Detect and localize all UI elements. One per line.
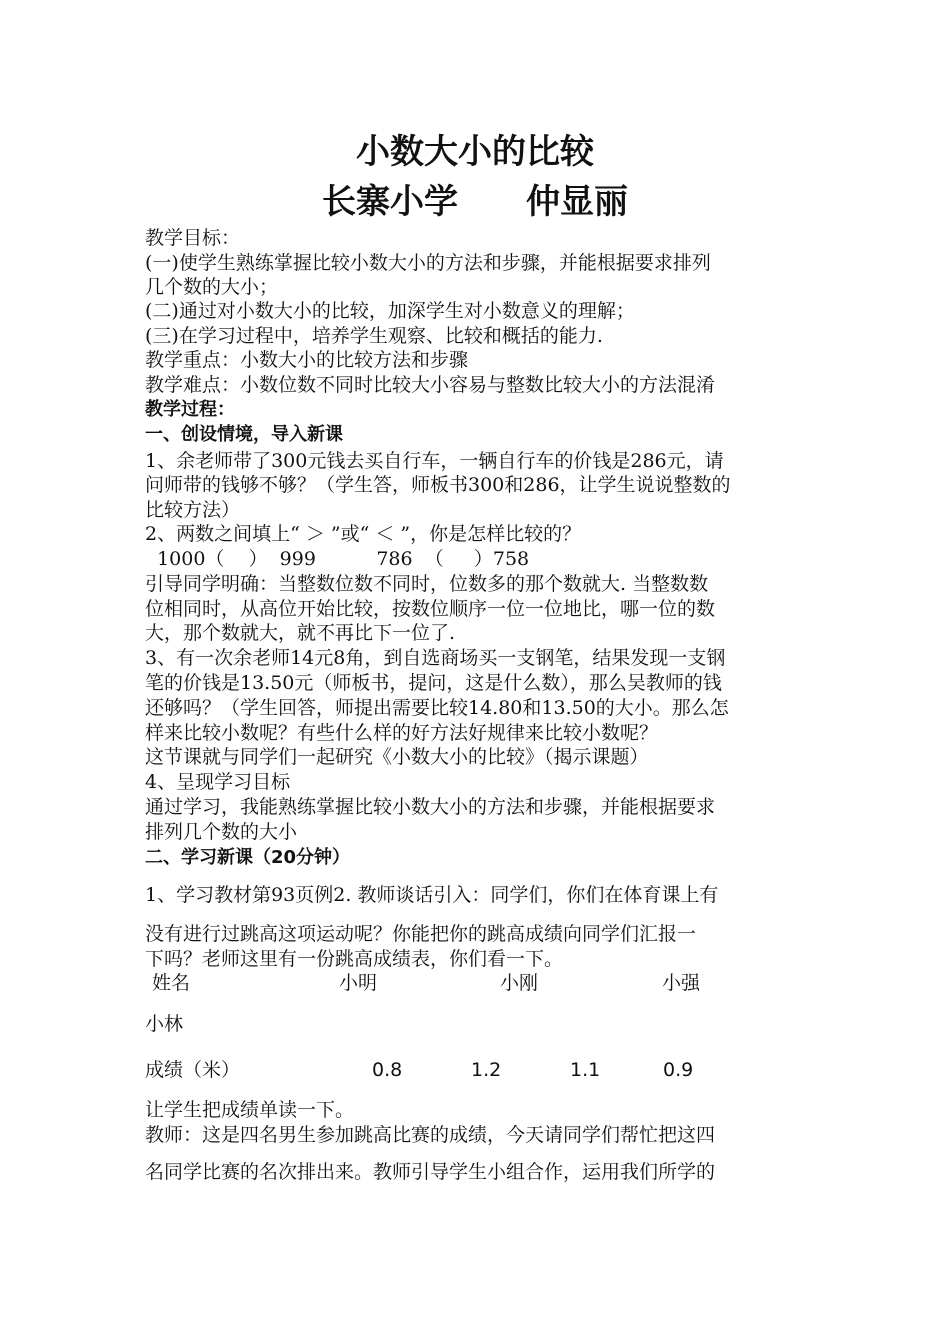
table-name-cell: 小强 — [662, 972, 701, 994]
text-line: 几个数的大小； — [145, 276, 279, 298]
text-line: (三)在学习过程中，培养学生观察、比较和概括的能力. — [145, 325, 603, 347]
text-line: 教师：这是四名男生参加跳高比赛的成绩，今天请同学们帮忙把这四 — [145, 1124, 716, 1146]
section-heading: 一、创设情境，导入新课 — [145, 424, 343, 445]
text-line: 3、有一次余老师14元8角，到自选商场买一支钢笔，结果发现一支钢 — [145, 647, 726, 669]
text-line: 2、两数之间填上“ ＞ ”或“ ＜ ”，你是怎样比较的？ — [145, 523, 582, 545]
text-line: 教学目标： — [145, 227, 241, 249]
text-line: 比较方法） — [145, 499, 241, 521]
section-heading: 二、学习新课（20分钟） — [145, 847, 351, 868]
text-line: 通过学习，我能熟练掌握比较小数大小的方法和步骤，并能根据要求 — [145, 796, 716, 818]
text-line: 让学生把成绩单读一下。 — [145, 1099, 355, 1121]
table-score-cell: 0.8 — [372, 1059, 403, 1081]
table-score-cell: 1.2 — [471, 1059, 502, 1081]
table-name-cell: 小刚 — [500, 972, 539, 994]
text-line: 还够吗？（学生回答，师提出需要比较14.80和13.50的大小。那么怎 — [145, 697, 729, 719]
text-line: 样来比较小数呢？有些什么样的好方法好规律来比较小数呢？ — [145, 722, 659, 744]
author-line: 长寨小学 仲显丽 — [322, 182, 628, 222]
table-name-cell: 小林 — [145, 1013, 184, 1035]
text-line: 排列几个数的大小 — [145, 821, 298, 843]
text-line: 1000（ ） 999 786 （ ）758 — [145, 548, 530, 570]
text-line: 没有进行过跳高这项运动呢？你能把你的跳高成绩向同学们汇报一 — [145, 923, 697, 945]
text-line: 大，那个数就大，就不再比下一位了. — [145, 622, 456, 644]
table-header-label: 姓名 — [152, 972, 191, 994]
text-line: 教学重点：小数大小的比较方法和步骤 — [145, 349, 469, 371]
text-line: 4、呈现学习目标 — [145, 771, 291, 793]
text-line: 引导同学明确：当整数位数不同时，位数多的那个数就大. 当整数数 — [145, 573, 709, 595]
text-line: 1、学习教材第93页例2. 教师谈话引入：同学们，你们在体育课上有 — [145, 884, 719, 906]
table-score-label: 成绩（米） — [145, 1059, 241, 1081]
text-line: (二)通过对小数大小的比较，加深学生对小数意义的理解； — [145, 300, 635, 322]
text-line: 1、余老师带了300元钱去买自行车，一辆自行车的价钱是286元，请 — [145, 450, 724, 472]
section-heading: 教学过程： — [145, 399, 235, 420]
text-line: 这节课就与同学们一起研究《小数大小的比较》（揭示课题） — [145, 746, 649, 768]
text-line: 问师带的钱够不够？（学生答，师板书300和286，让学生说说整数的 — [145, 474, 731, 496]
document-title: 小数大小的比较 — [356, 132, 594, 172]
table-name-cell: 小明 — [339, 972, 378, 994]
text-line: 笔的价钱是13.50元（师板书，提问，这是什么数），那么吴教师的钱 — [145, 672, 722, 694]
text-line: 名同学比赛的名次排出来。教师引导学生小组合作，运用我们所学的 — [145, 1161, 716, 1183]
text-line: (一)使学生熟练掌握比较小数大小的方法和步骤，并能根据要求排列 — [145, 252, 711, 274]
text-line: 下吗？老师这里有一份跳高成绩表，你们看一下。 — [145, 948, 564, 970]
text-line: 教学难点：小数位数不同时比较大小容易与整数比较大小的方法混淆 — [145, 374, 716, 396]
text-line: 位相同时，从高位开始比较，按数位顺序一位一位地比，哪一位的数 — [145, 598, 716, 620]
table-score-cell: 0.9 — [663, 1059, 694, 1081]
table-score-cell: 1.1 — [570, 1059, 601, 1081]
